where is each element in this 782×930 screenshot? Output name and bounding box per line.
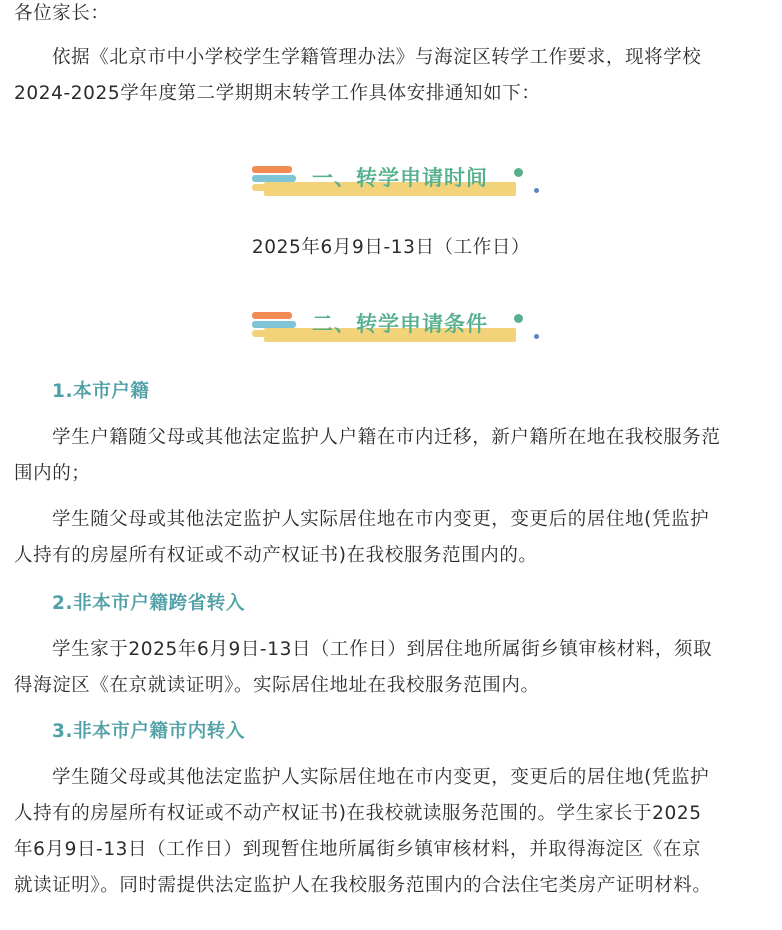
section-2-heading — [252, 306, 552, 350]
paragraph-line: 围内的； — [14, 463, 91, 484]
paragraph-line: 就读证明》。同时需提供法定监护人在我校服务范围内的合法住宅类房产证明材料。 — [14, 875, 712, 896]
greeting: 各位家长： — [14, 3, 110, 24]
paragraph-line: 人持有的房屋所有权证或不动产权证书)在我校服务范围内的。 — [14, 545, 538, 566]
intro-line-1: 依据《北京市中小学校学生学籍管理办法》与海淀区转学工作要求，现将学校 — [52, 47, 702, 68]
dot-decoration — [534, 334, 539, 339]
paragraph-line: 年6月9日-13日（工作日）到现暂住地所属街乡镇审核材料，并取得海淀区《在京 — [14, 839, 702, 860]
section-1-title: 一、转学申请时间 — [312, 166, 488, 190]
paragraph-line: 得海淀区《在京就读证明》。实际居住地址在我校服务范围内。 — [14, 675, 540, 696]
section-1-content: 2025年6月9日-13日（工作日） — [251, 237, 531, 258]
paragraph-line: 学生随父母或其他法定监护人实际居住地在市内变更，变更后的居住地(凭监护 — [52, 509, 710, 530]
paragraph-line: 学生随父母或其他法定监护人实际居住地在市内变更，变更后的居住地(凭监护 — [52, 767, 710, 788]
section-2-title: 二、转学申请条件 — [312, 312, 488, 336]
paragraph-line: 人持有的房屋所有权证或不动产权证书)在我校就读服务范围的。学生家长于2025 — [14, 803, 702, 824]
intro-line-2: 2024-2025学年度第二学期期末转学工作具体安排通知如下： — [14, 83, 541, 104]
subheading-3: 3.非本市户籍市内转入 — [52, 721, 246, 742]
subheading-1: 1.本市户籍 — [52, 381, 150, 402]
dot-decoration — [514, 314, 523, 323]
dot-decoration — [534, 188, 539, 193]
subheading-2: 2.非本市户籍跨省转入 — [52, 593, 246, 614]
paragraph-line: 学生家于2025年6月9日-13日（工作日）到居住地所属街乡镇审核材料，须取 — [52, 639, 713, 660]
section-1-heading — [252, 160, 552, 204]
dot-decoration — [514, 168, 523, 177]
paragraph-line: 学生户籍随父母或其他法定监护人户籍在市内迁移，新户籍所在地在我校服务范 — [52, 427, 721, 448]
books-icon — [252, 312, 300, 344]
books-icon — [252, 166, 300, 198]
